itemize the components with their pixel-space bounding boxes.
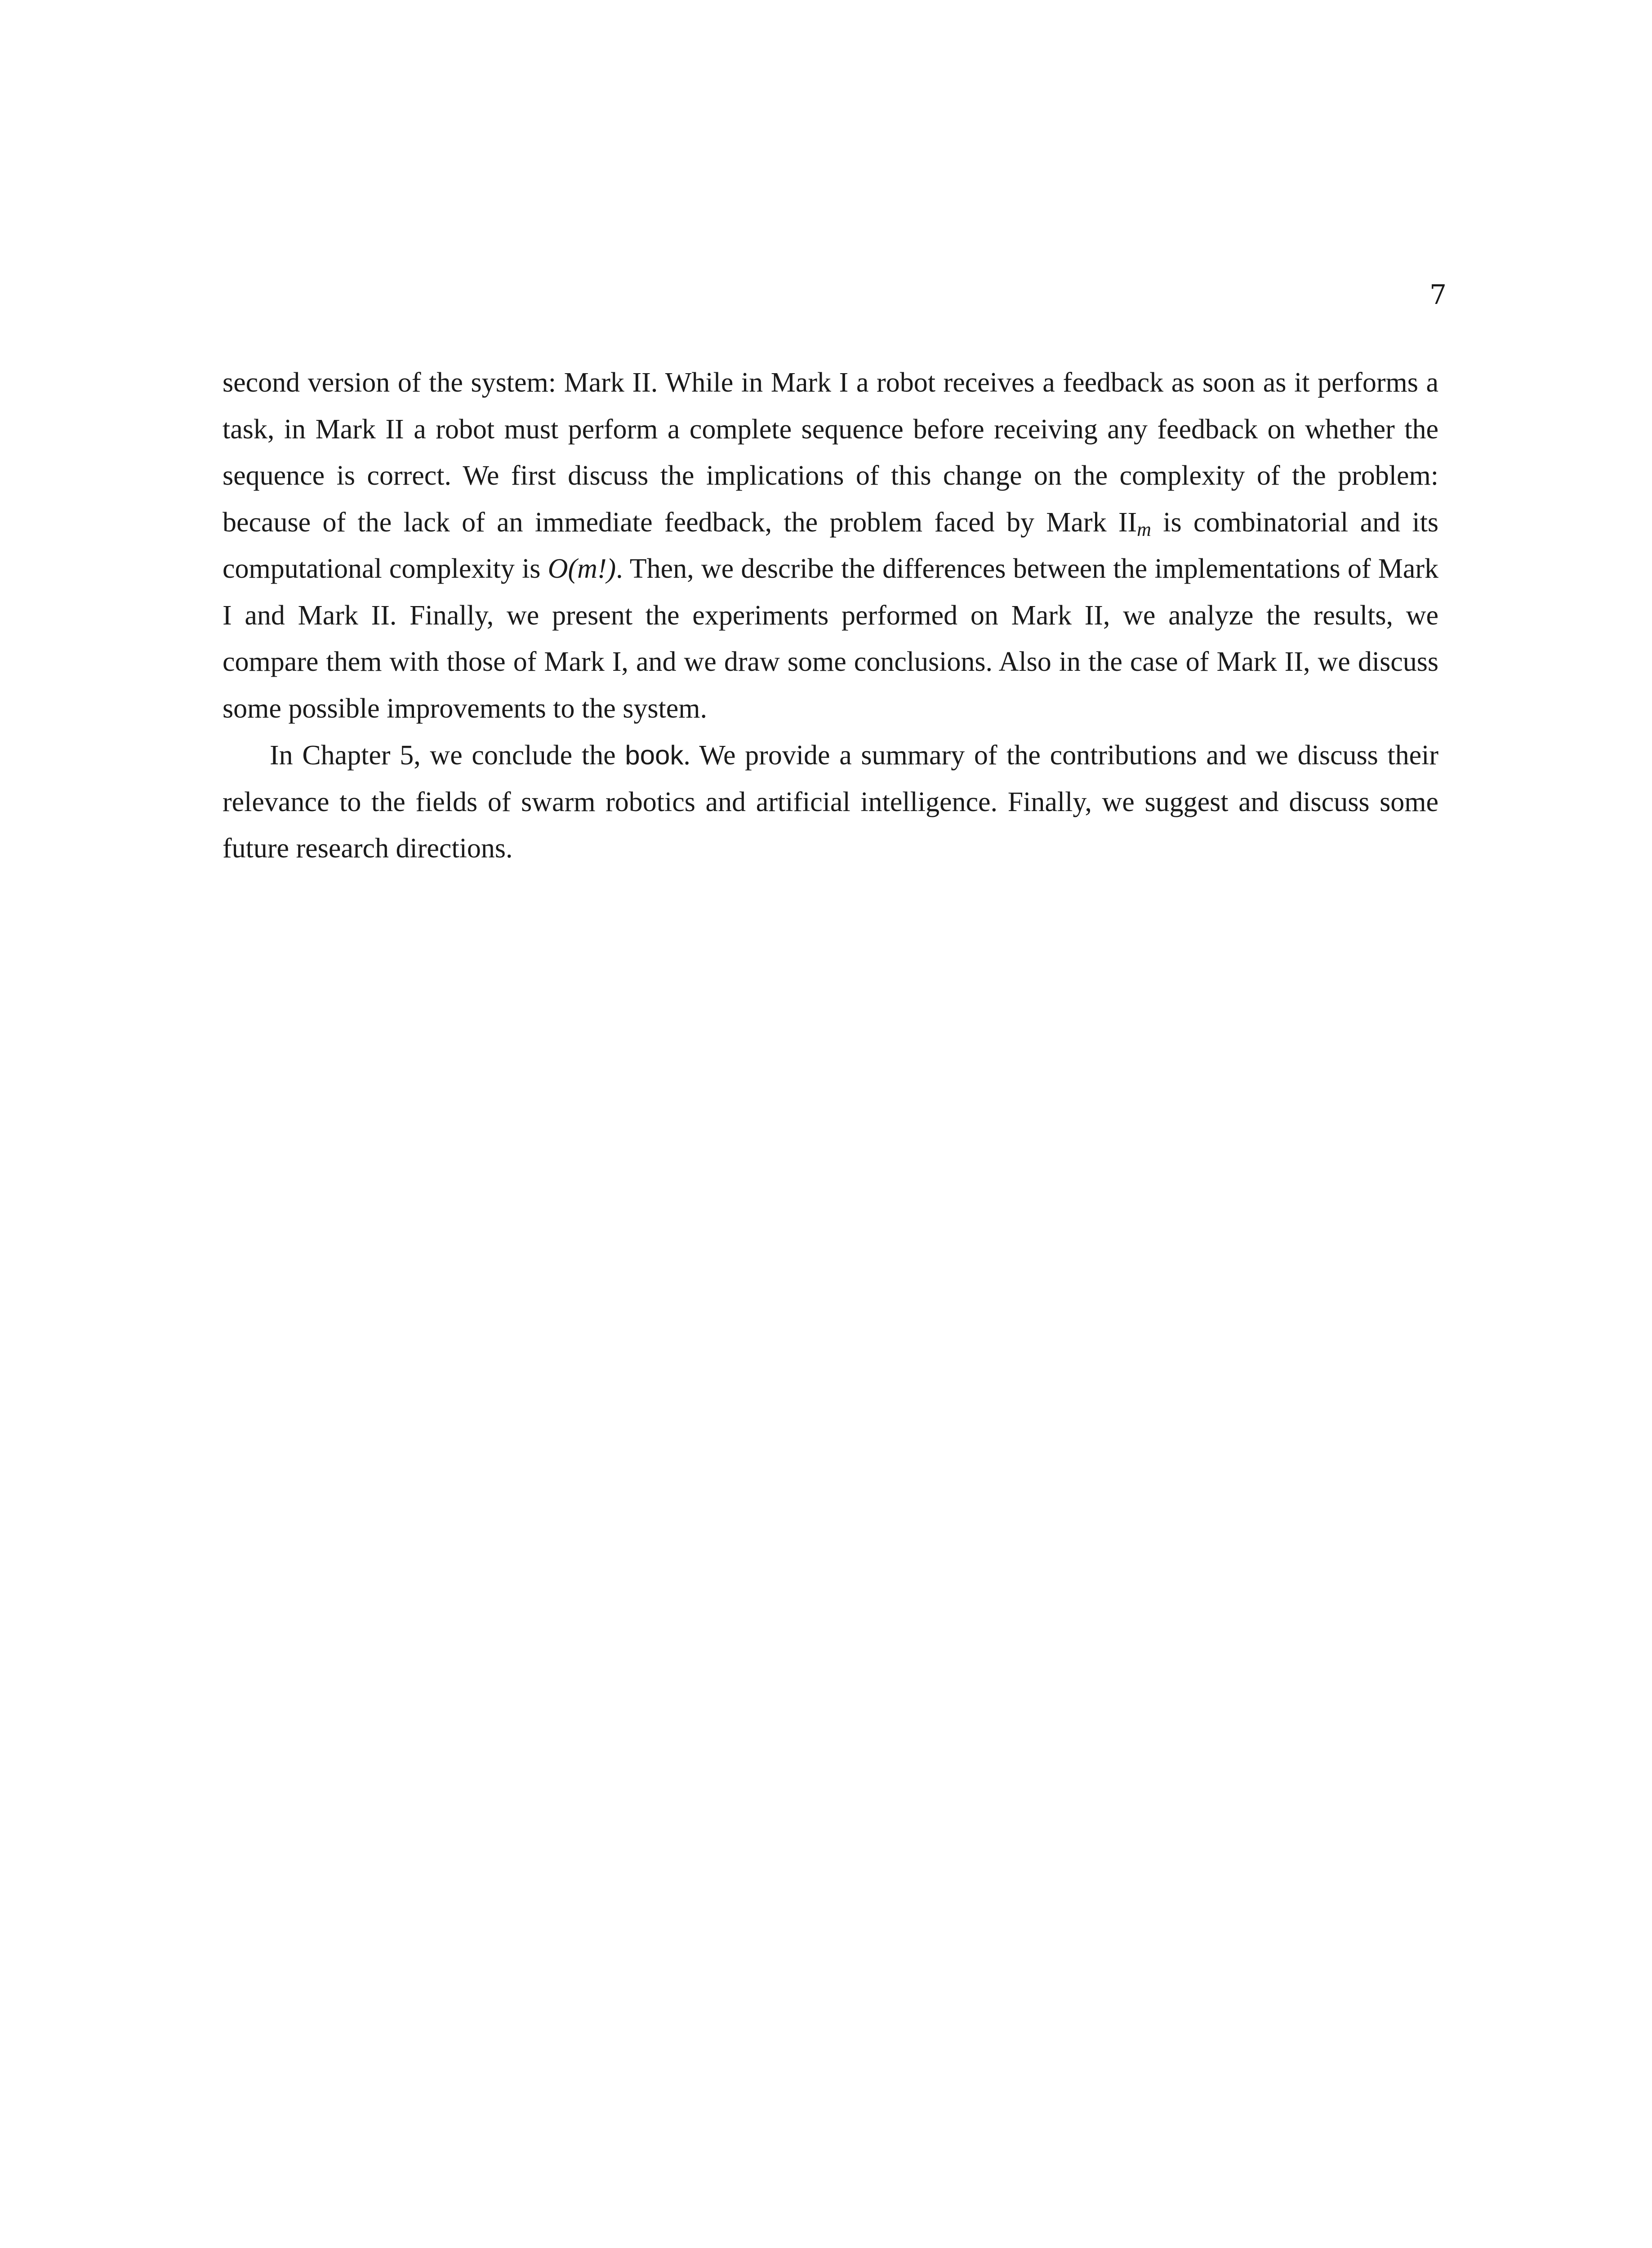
p1-text-2: is combinatorial and its computational complexity is xyxy=(223,507,1438,584)
paragraph-1 xyxy=(223,360,1438,732)
p1-text-1: second version of the system: Mark II. While in Mark I a robot receives a feedback as soon as it performs a task, in Mark II a robot must perform a complete sequence before receiving any feedback on whether the sequence is correct. We first discuss the implications of this change on the complexity of the problem: because of the lack of an immediate feedback, the problem faced by Mark II xyxy=(223,367,1438,538)
page-number: 7 xyxy=(1429,279,1447,311)
p2-text-2: . We provide a summary of the contributions and we discuss their relevance to the fields of swarm robotics and artificial intelligence. Finally, we suggest and discuss some future research directions. xyxy=(223,740,1439,864)
math-subscript-m: m xyxy=(1137,518,1151,540)
book-word: book xyxy=(625,740,684,770)
complexity-formula: O(m!) xyxy=(548,553,616,584)
paragraph-2 xyxy=(223,732,1438,872)
body-text xyxy=(223,360,1438,872)
p2-text-1: In Chapter 5, we conclude the xyxy=(270,740,625,771)
p1-text-3: . Then, we describe the differences between the implementations of Mark I and Mark II. Finally, we present the experiments performed on Mark II, we analyze the results, we compare them with those of Mark I, and we draw some conclusions. Also in the case of Mark II, we discuss some possible improvements to the system. xyxy=(223,553,1438,724)
